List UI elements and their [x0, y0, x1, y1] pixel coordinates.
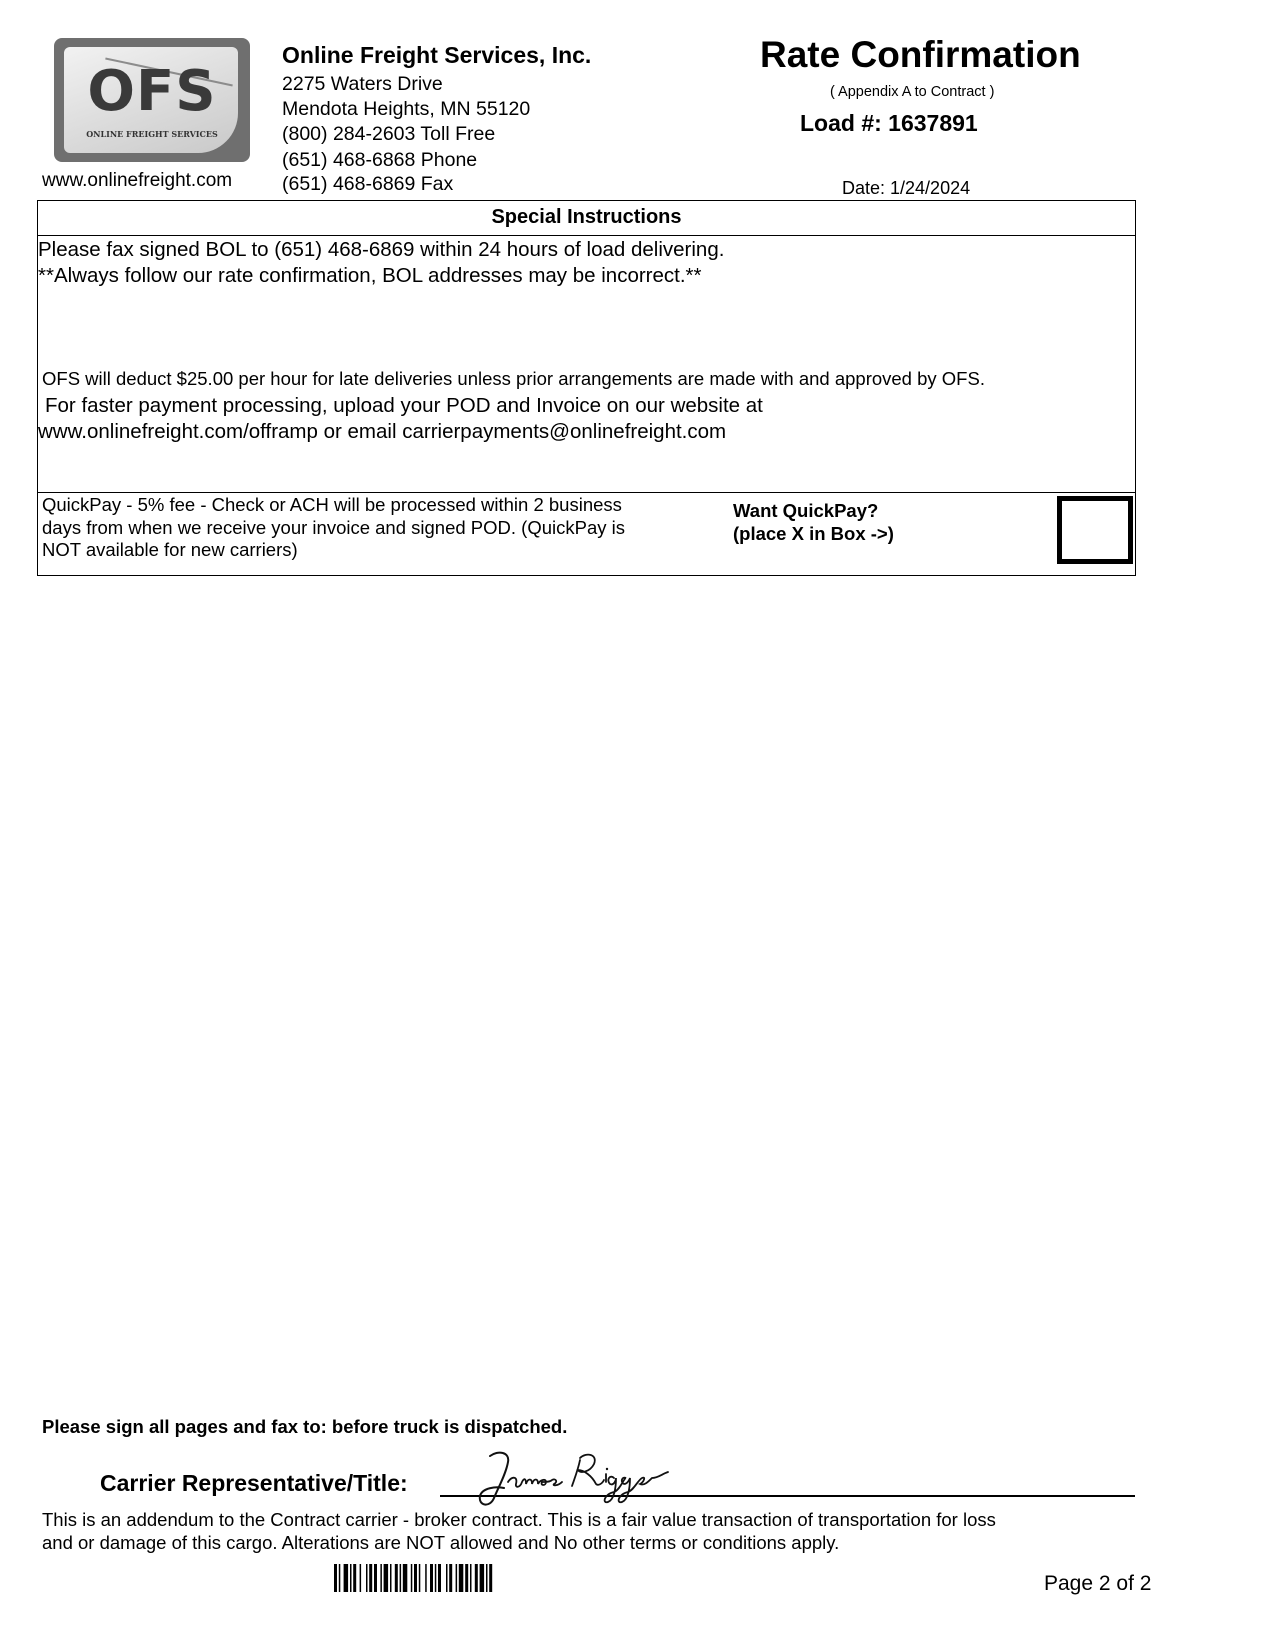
- quickpay-label: [733, 499, 894, 545]
- company-toll-free: (800) 284-2603 Toll Free: [282, 123, 496, 145]
- payment-instruction-line2: www.onlinefreight.com/offramp or email carrierpayments@onlinefreight.com: [38, 420, 727, 443]
- barcode: [334, 1564, 536, 1592]
- sign-pages-note: Please sign all pages and fax to: before truck is dispatched.: [42, 1416, 568, 1437]
- special-instructions-header: Special Instructions: [38, 201, 1135, 236]
- late-delivery-policy: OFS will deduct $25.00 per hour for late deliveries unless prior arrangements are made with and approved by OFS.: [42, 368, 985, 389]
- quickpay-terms: [42, 494, 722, 562]
- carrier-rep-label: Carrier Representative/Title:: [100, 1470, 408, 1496]
- company-address-line2: Mendota Heights, MN 55120: [282, 98, 531, 120]
- logo-mark: OFS: [87, 59, 217, 124]
- quickpay-label-line2: (place X in Box ->): [733, 523, 894, 544]
- quickpay-terms-line3: NOT available for new carriers): [42, 539, 298, 560]
- quickpay-terms-line1: QuickPay - 5% fee - Check or ACH will be processed within 2 business: [42, 494, 622, 515]
- quickpay-terms-line2: days from when we receive your invoice and signed POD. (QuickPay is: [42, 516, 626, 538]
- load-number: Load #: 1637891: [800, 110, 978, 136]
- company-fax: (651) 468-6869 Fax: [282, 173, 454, 195]
- quickpay-label-line1: Want QuickPay?: [733, 500, 879, 521]
- page-number: Page 2 of 2: [1044, 1572, 1152, 1595]
- company-phone: (651) 468-6868 Phone: [282, 149, 478, 171]
- rate-confirmation-warning: **Always follow our rate confirmation, BOL addresses may be incorrect.**: [38, 264, 702, 287]
- company-address-line1: 2275 Waters Drive: [282, 73, 443, 95]
- logo-subtitle: ONLINE FREIGHT SERVICES: [86, 129, 218, 139]
- quickpay-checkbox[interactable]: [1057, 496, 1133, 564]
- handwritten-signature: [468, 1448, 688, 1510]
- addendum-disclaimer: [42, 1508, 1142, 1554]
- addendum-line1: This is an addendum to the Contract carrier - broker contract. This is a fair value transaction of transportation for loss: [42, 1509, 996, 1530]
- company-name: Online Freight Services, Inc.: [282, 42, 592, 68]
- fax-bol-instruction: Please fax signed BOL to (651) 468-6869 within 24 hours of load delivering.: [38, 238, 725, 261]
- website-link[interactable]: www.onlinefreight.com: [42, 170, 233, 191]
- addendum-line2: and or damage of this cargo. Alterations are NOT allowed and No other terms or conditions apply.: [42, 1532, 840, 1553]
- appendix-note: ( Appendix A to Contract ): [830, 84, 995, 100]
- logo-plate: [64, 47, 238, 153]
- document-date: Date: 1/24/2024: [842, 178, 971, 198]
- company-logo: [54, 38, 250, 162]
- document-title: Rate Confirmation: [760, 34, 1081, 75]
- payment-instruction-line1: For faster payment processing, upload your POD and Invoice on our website at: [45, 394, 763, 417]
